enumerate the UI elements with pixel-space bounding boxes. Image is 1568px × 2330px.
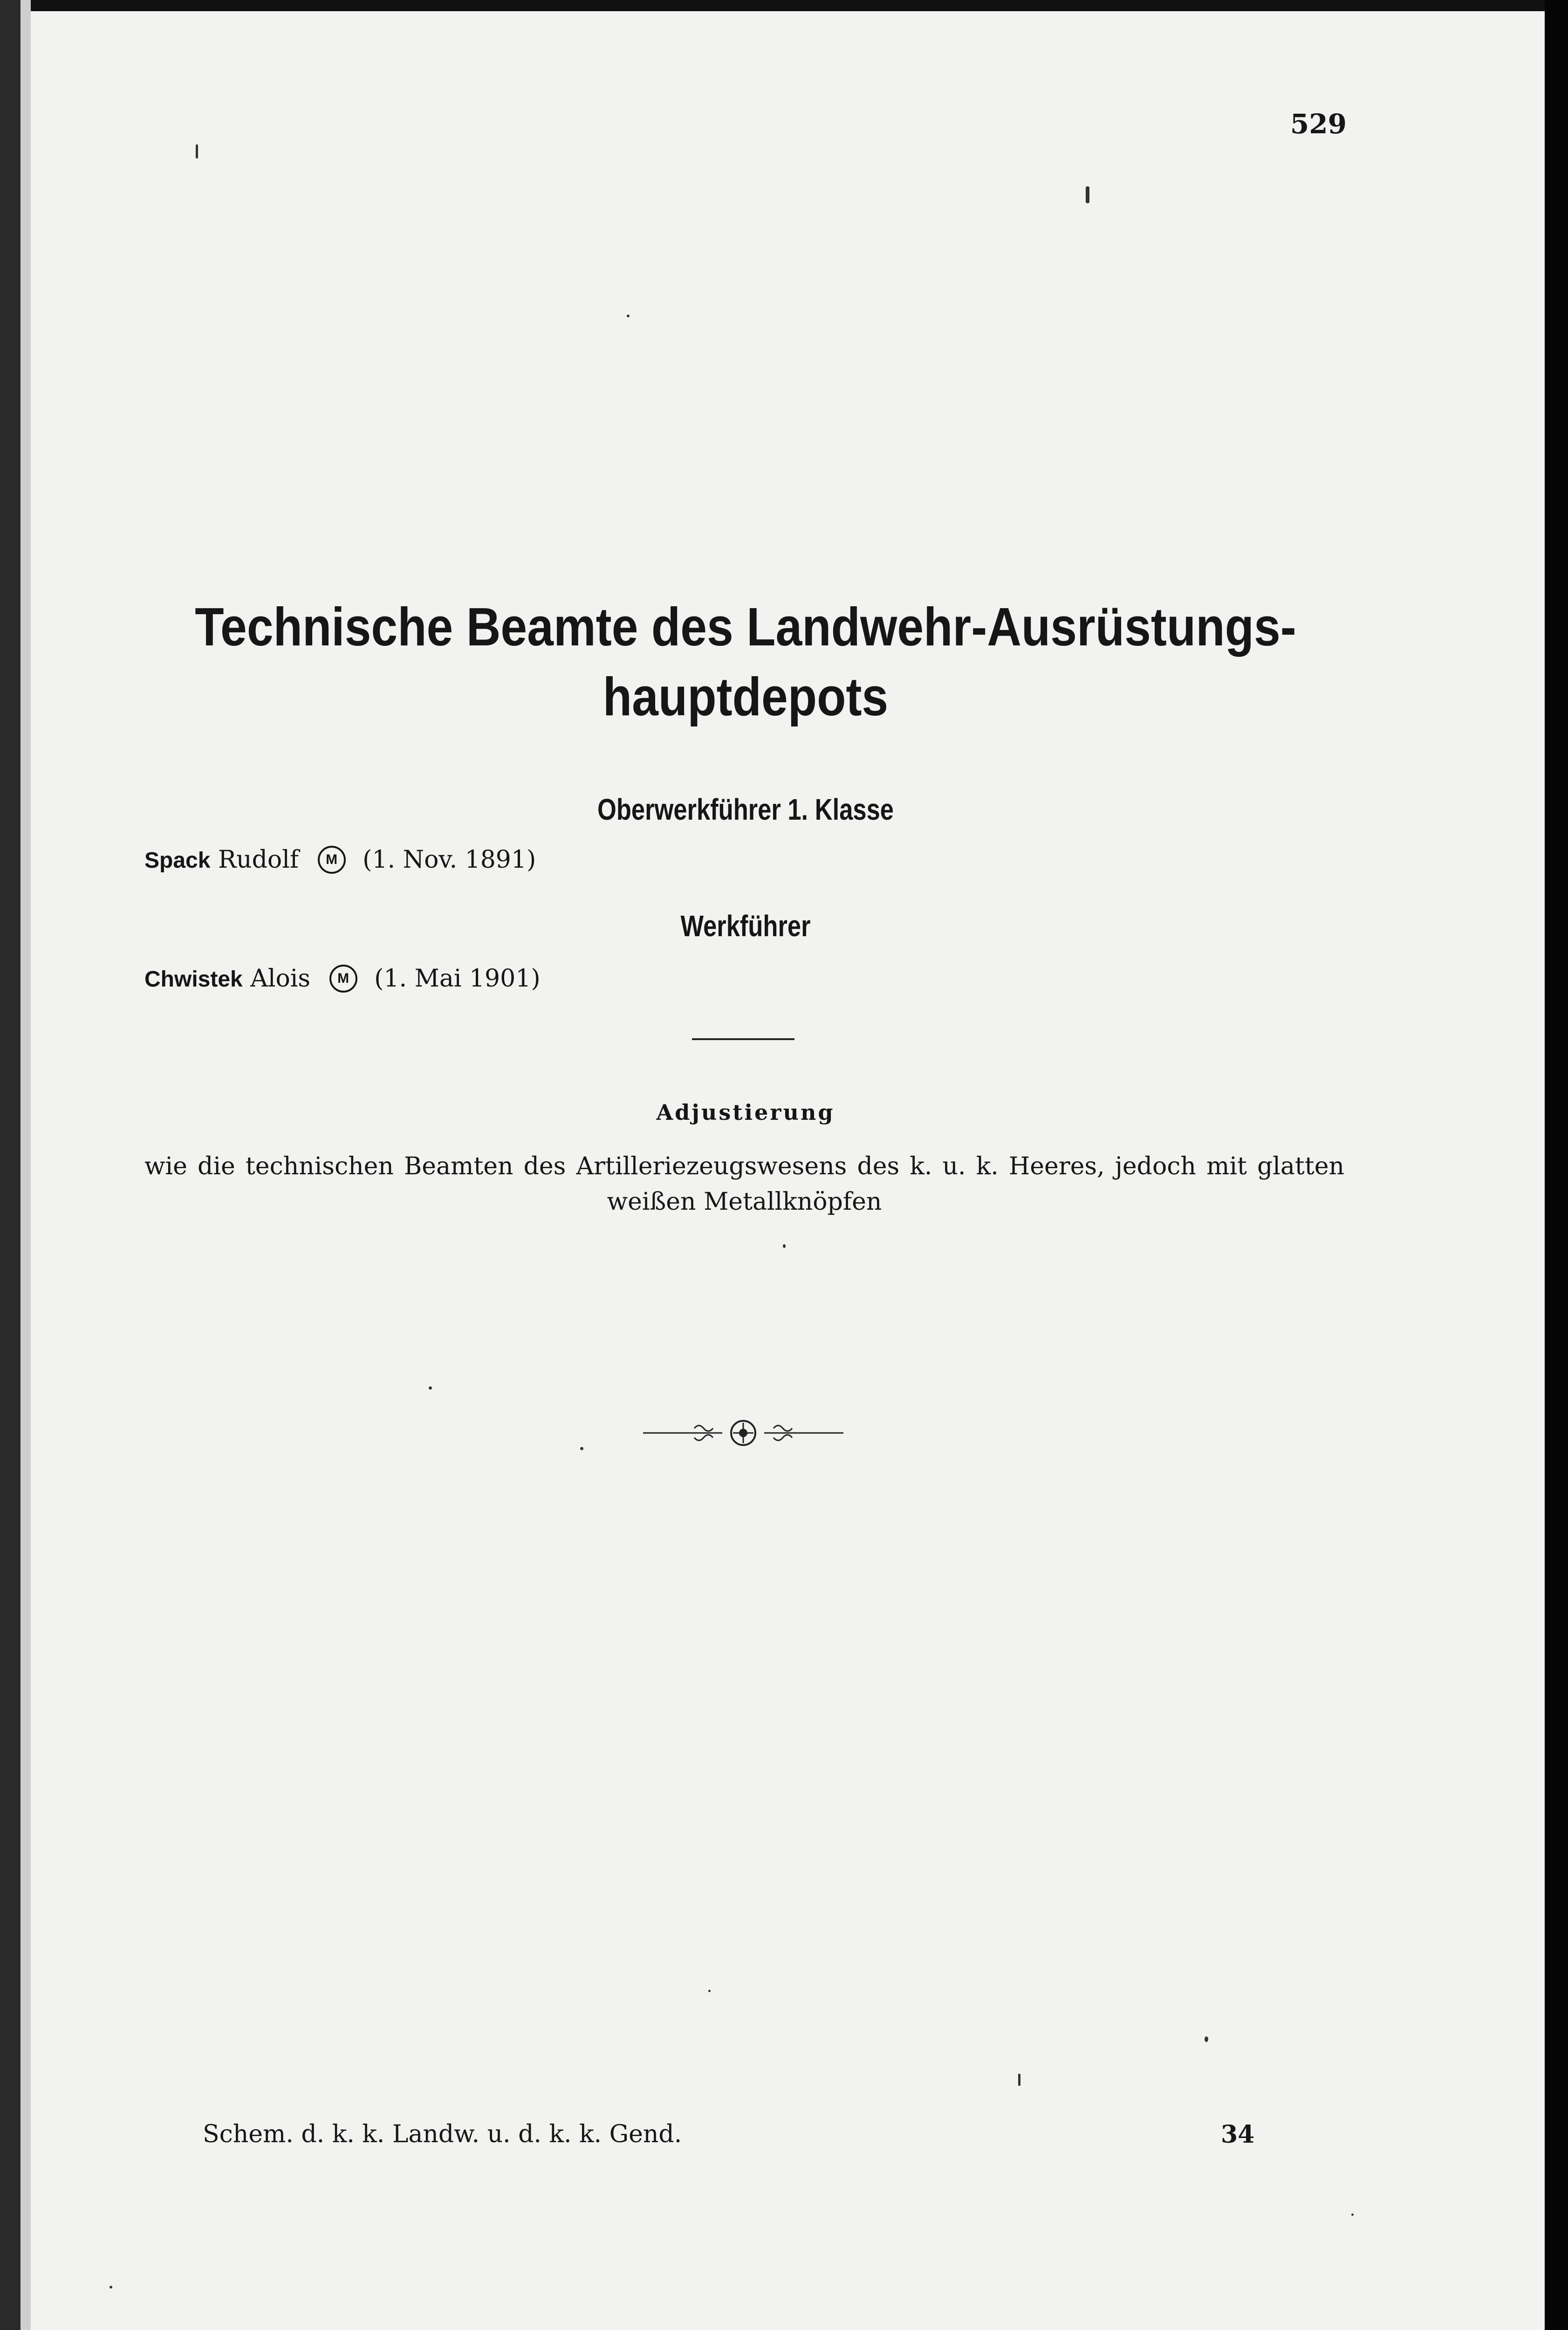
entry-surname: Chwistek (144, 967, 243, 992)
adjustierung-line-1: wie die technischen Beamten des Artilleriezeugswesens des k. u. k. Heeres, jedoch mit glatten (144, 1152, 1344, 1180)
merit-badge-icon: M (329, 965, 357, 993)
section-divider (692, 1038, 794, 1040)
scan-speck (1205, 2036, 1208, 2042)
adjustierung-heading: Adjustierung (656, 1100, 835, 1125)
page-number: 529 (1290, 108, 1347, 140)
ornament-divider-icon (643, 1414, 843, 1452)
scan-left-edge (0, 0, 21, 2330)
scan-left-shadow (21, 0, 31, 2330)
scan-speck (783, 1244, 786, 1248)
entry-date: (1. Nov. 1891) (363, 846, 536, 874)
scan-speck (1018, 2074, 1020, 2086)
scan-speck (1351, 2214, 1354, 2216)
scan-top-edge (0, 0, 1568, 11)
personnel-entry (144, 965, 541, 994)
personnel-entry (144, 846, 536, 876)
scan-speck (1086, 186, 1089, 203)
scan-right-edge (1545, 0, 1568, 2330)
page-title-line-1: Technische Beamte des Landwehr-Ausrüstungs- (195, 596, 1296, 657)
entry-given-name: Rudolf (218, 846, 299, 874)
entry-date: (1. Mai 1901) (374, 965, 541, 993)
section-heading-werkfuehrer: Werkführer (680, 909, 811, 943)
scan-speck (708, 1990, 711, 1992)
footer-signature-number: 34 (1221, 2120, 1255, 2149)
scan-speck (110, 2286, 112, 2289)
scan-speck (196, 144, 198, 158)
entry-surname: Spack (144, 848, 211, 873)
page-title (192, 592, 1299, 732)
scan-speck (627, 315, 630, 317)
scan-speck (580, 1447, 583, 1450)
section-heading-oberwerkfuehrer: Oberwerkführer 1. Klasse (597, 793, 894, 826)
merit-badge-icon: M (318, 846, 346, 874)
page-title-line-2: hauptdepots (603, 666, 889, 727)
scan-speck (429, 1386, 432, 1390)
entry-given-name: Alois (250, 965, 311, 993)
adjustierung-line-2: weißen Metallknöpfen (607, 1188, 882, 1216)
footer-source: Schem. d. k. k. Landw. u. d. k. k. Gend. (203, 2120, 682, 2148)
adjustierung-text (144, 1149, 1344, 1220)
